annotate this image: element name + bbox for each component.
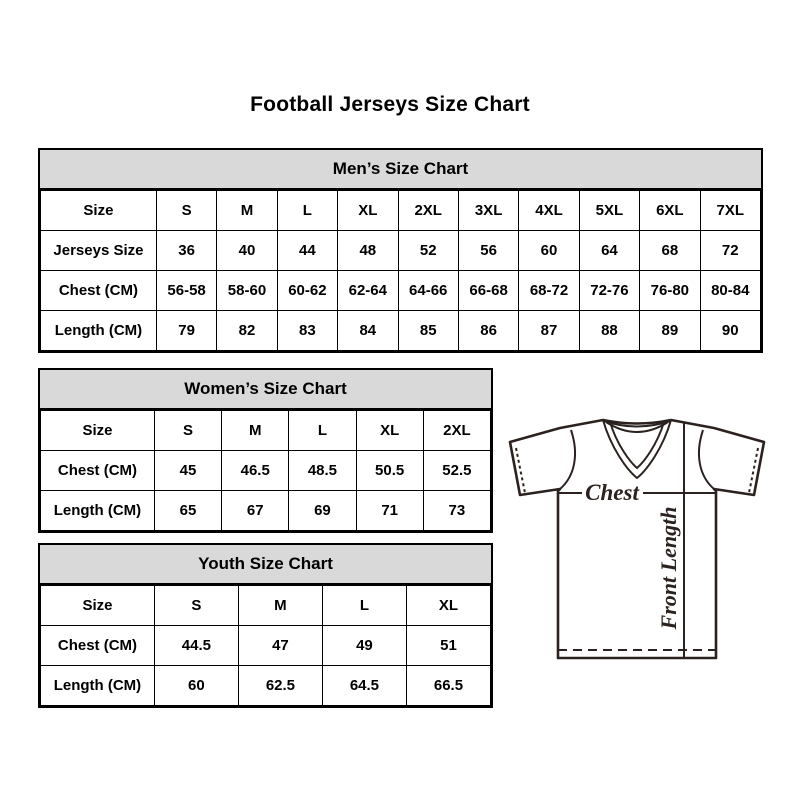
youth-value-cell: 47 [238, 626, 322, 666]
men-value-cell: 76-80 [640, 271, 700, 311]
men-value-cell: 2XL [398, 191, 458, 231]
women-value-cell: 48.5 [289, 451, 356, 491]
women-value-cell: 69 [289, 491, 356, 531]
youth-size-chart [38, 543, 493, 708]
men-value-cell: 66-68 [458, 271, 518, 311]
men-value-cell: 86 [458, 311, 518, 351]
youth-value-cell: 64.5 [322, 666, 406, 706]
women-value-cell: 71 [356, 491, 423, 531]
youth-value-cell: XL [406, 586, 490, 626]
front-length-label: Front Length [656, 506, 681, 630]
men-value-cell: 4XL [519, 191, 579, 231]
men-value-cell: 83 [277, 311, 337, 351]
men-value-cell: 84 [338, 311, 398, 351]
men-value-cell: 85 [398, 311, 458, 351]
youth-size-chart-title: Youth Size Chart [40, 545, 491, 585]
men-value-cell: L [277, 191, 337, 231]
youth-table-row [41, 586, 491, 626]
women-table-row [41, 451, 491, 491]
youth-table-row [41, 626, 491, 666]
youth-value-cell: 49 [322, 626, 406, 666]
women-row-header-cell: Size [41, 411, 155, 451]
youth-table-row [41, 666, 491, 706]
men-value-cell: 7XL [700, 191, 760, 231]
men-table-row [41, 311, 761, 351]
men-value-cell: 90 [700, 311, 760, 351]
youth-value-cell: 66.5 [406, 666, 490, 706]
women-table-row [41, 411, 491, 451]
men-row-header-cell: Size [41, 191, 157, 231]
men-value-cell: 5XL [579, 191, 639, 231]
men-value-cell: 52 [398, 231, 458, 271]
mens-size-chart [38, 148, 763, 353]
men-row-header-cell: Chest (CM) [41, 271, 157, 311]
women-value-cell: L [289, 411, 356, 451]
men-value-cell: 79 [156, 311, 216, 351]
men-value-cell: 40 [217, 231, 277, 271]
womens-size-chart-title: Women’s Size Chart [40, 370, 491, 410]
women-value-cell: XL [356, 411, 423, 451]
men-value-cell: 56-58 [156, 271, 216, 311]
jersey-measurement-diagram [498, 396, 780, 668]
men-value-cell: S [156, 191, 216, 231]
men-value-cell: 3XL [458, 191, 518, 231]
men-value-cell: 58-60 [217, 271, 277, 311]
men-value-cell: 48 [338, 231, 398, 271]
men-table-row [41, 191, 761, 231]
men-value-cell: XL [338, 191, 398, 231]
women-value-cell: S [154, 411, 221, 451]
men-value-cell: 88 [579, 311, 639, 351]
men-value-cell: 36 [156, 231, 216, 271]
men-row-header-cell: Length (CM) [41, 311, 157, 351]
women-value-cell: 45 [154, 451, 221, 491]
page-title: Football Jerseys Size Chart [250, 93, 530, 116]
men-value-cell: 64-66 [398, 271, 458, 311]
youth-row-header-cell: Length (CM) [41, 666, 155, 706]
women-value-cell: 65 [154, 491, 221, 531]
men-value-cell: 64 [579, 231, 639, 271]
women-value-cell: M [222, 411, 289, 451]
youth-value-cell: 44.5 [154, 626, 238, 666]
men-value-cell: 80-84 [700, 271, 760, 311]
men-value-cell: 87 [519, 311, 579, 351]
youth-value-cell: S [154, 586, 238, 626]
youth-value-cell: M [238, 586, 322, 626]
women-row-header-cell: Length (CM) [41, 491, 155, 531]
men-value-cell: 60 [519, 231, 579, 271]
men-table-row [41, 231, 761, 271]
youth-row-header-cell: Size [41, 586, 155, 626]
men-value-cell: 62-64 [338, 271, 398, 311]
men-value-cell: 72-76 [579, 271, 639, 311]
men-value-cell: 72 [700, 231, 760, 271]
men-value-cell: 56 [458, 231, 518, 271]
men-value-cell: 44 [277, 231, 337, 271]
mens-size-chart-title: Men’s Size Chart [40, 150, 761, 190]
men-value-cell: 82 [217, 311, 277, 351]
women-value-cell: 50.5 [356, 451, 423, 491]
men-value-cell: 60-62 [277, 271, 337, 311]
youth-size-table [40, 585, 491, 706]
women-value-cell: 46.5 [222, 451, 289, 491]
women-value-cell: 73 [423, 491, 490, 531]
youth-value-cell: 51 [406, 626, 490, 666]
men-table-row [41, 271, 761, 311]
men-value-cell: 89 [640, 311, 700, 351]
youth-value-cell: 62.5 [238, 666, 322, 706]
women-table-row [41, 491, 491, 531]
women-value-cell: 2XL [423, 411, 490, 451]
chest-label: Chest [585, 480, 639, 505]
youth-row-header-cell: Chest (CM) [41, 626, 155, 666]
men-value-cell: 68 [640, 231, 700, 271]
youth-value-cell: L [322, 586, 406, 626]
women-row-header-cell: Chest (CM) [41, 451, 155, 491]
men-value-cell: 68-72 [519, 271, 579, 311]
womens-size-table [40, 410, 491, 531]
womens-size-chart [38, 368, 493, 533]
jersey-outline [510, 420, 764, 658]
women-value-cell: 52.5 [423, 451, 490, 491]
mens-size-table [40, 190, 761, 351]
women-value-cell: 67 [222, 491, 289, 531]
youth-value-cell: 60 [154, 666, 238, 706]
men-value-cell: 6XL [640, 191, 700, 231]
men-value-cell: M [217, 191, 277, 231]
men-row-header-cell: Jerseys Size [41, 231, 157, 271]
